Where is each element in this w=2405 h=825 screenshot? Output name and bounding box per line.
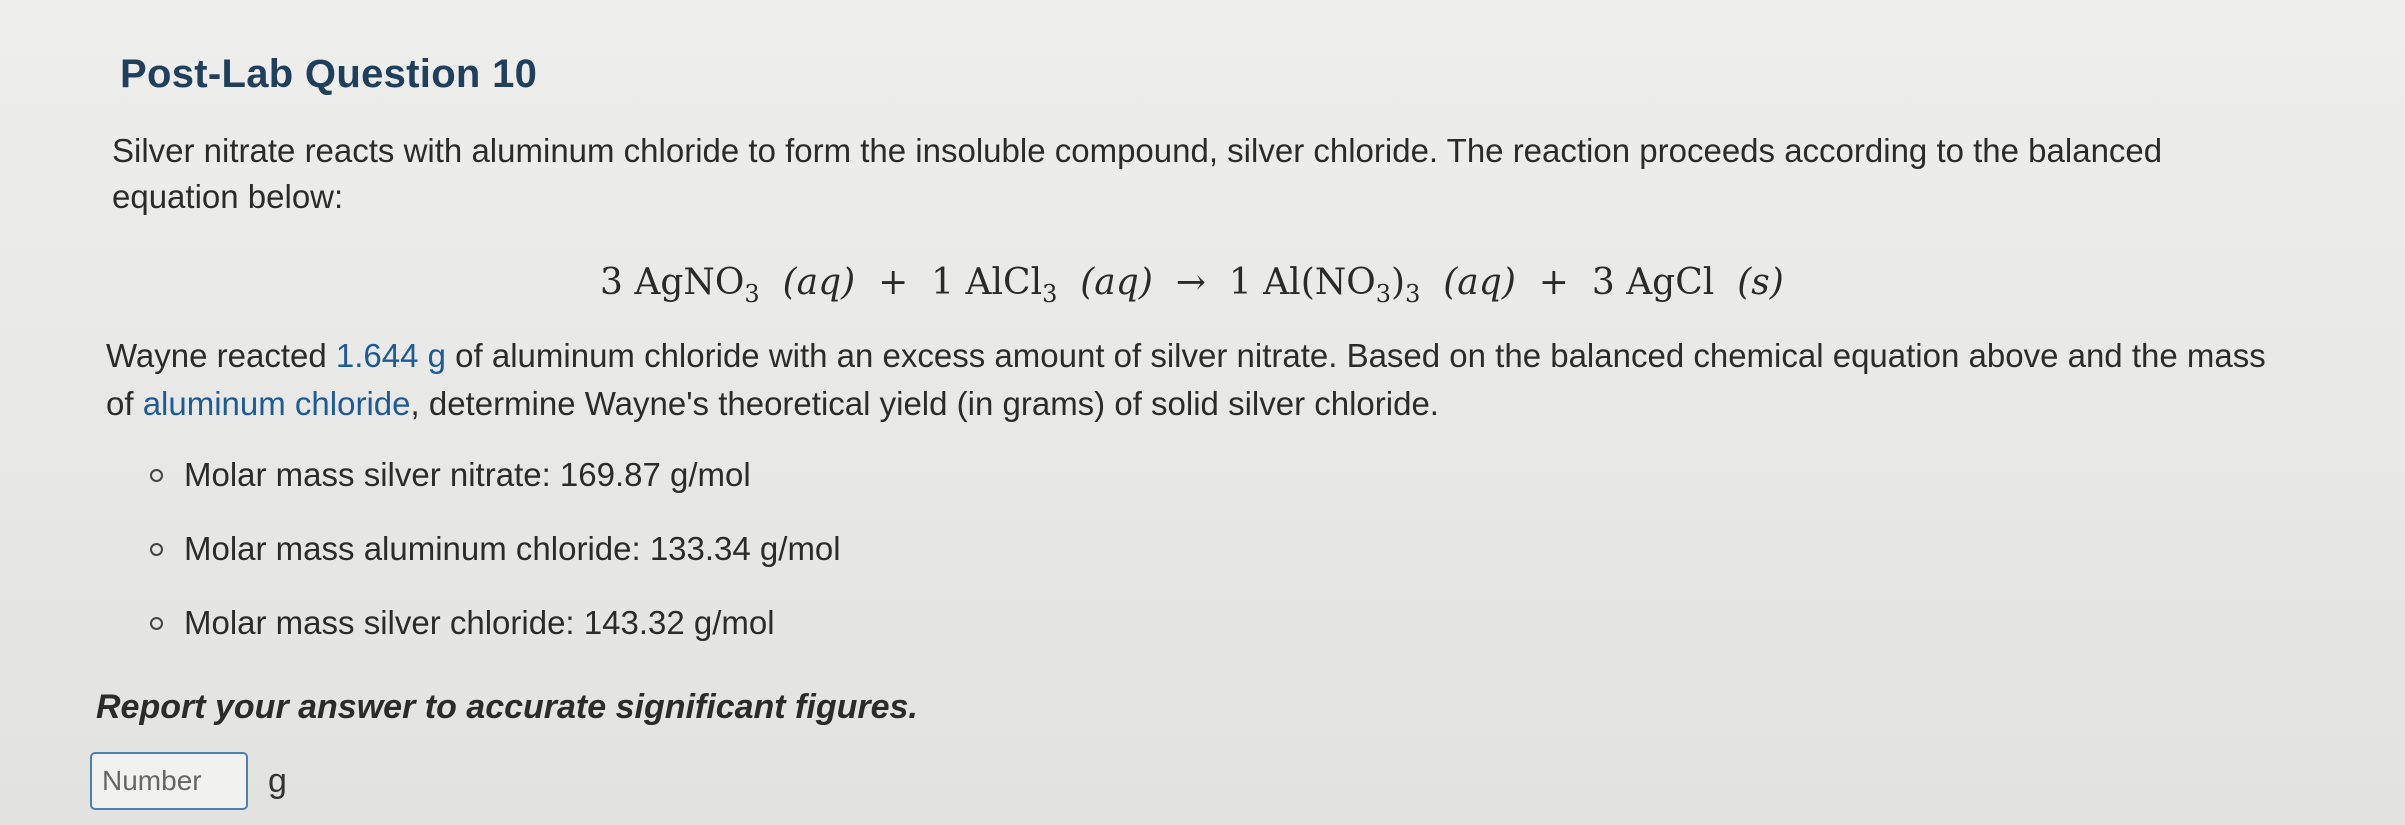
list-item: Molar mass aluminum chloride: 133.34 g/mol [150,526,841,600]
eq-state-1: (aq) [782,262,856,303]
compound-highlight: aluminum chloride [142,385,411,422]
answer-unit: g [268,762,287,800]
eq-state-4: (s) [1737,262,1784,303]
list-item: Molar mass silver nitrate: 169.87 g/mol [150,452,841,526]
bullet-circle-icon [150,543,163,556]
eq-reactant-1: AgNO$_3$ [634,262,760,308]
list-item: Molar mass silver chloride: 143.32 g/mol [150,600,841,674]
bullet-circle-icon [150,617,163,630]
eq-product-2: AgCl [1626,262,1715,303]
mass-value: 1.644 g [335,337,446,374]
eq-product-1: $Al(NO_3)_3$ [1263,262,1421,308]
molar-mass-list [150,452,841,674]
eq-state-2: (aq) [1080,262,1153,303]
eq-plus-2: + [1538,262,1569,303]
question-intro: Silver nitrate reacts with aluminum chloride to form the insoluble compound, silver chloride. The reaction proceeds according to the balanced equation below: [112,132,2163,215]
problem-statement: Wayne reacted 1.644 g of aluminum chloride with an excess amount of silver nitrate. Based on the balanced chemical equation above and the mass of aluminum chloride, determine Wayne's theoretical yield (in grams) of solid silver chloride. [106,337,2266,422]
eq-plus-1: + [878,262,909,303]
eq-coef-4: 3 [1591,262,1615,303]
eq-arrow: → [1175,262,1206,303]
balanced-equation [600,262,1784,308]
eq-state-3: (aq) [1443,262,1516,303]
eq-coef-1: 3 [600,262,623,303]
answer-number-input[interactable] [90,752,248,810]
eq-reactant-2: AlCl$_3$ [965,262,1058,308]
eq-coef-3: 1 [1228,262,1252,303]
sig-fig-instruction: Report your answer to accurate significant figures. [96,688,918,726]
bullet-circle-icon [150,469,163,482]
question-title: Post-Lab Question 10 [120,52,538,96]
eq-coef-2: 1 [931,262,955,303]
